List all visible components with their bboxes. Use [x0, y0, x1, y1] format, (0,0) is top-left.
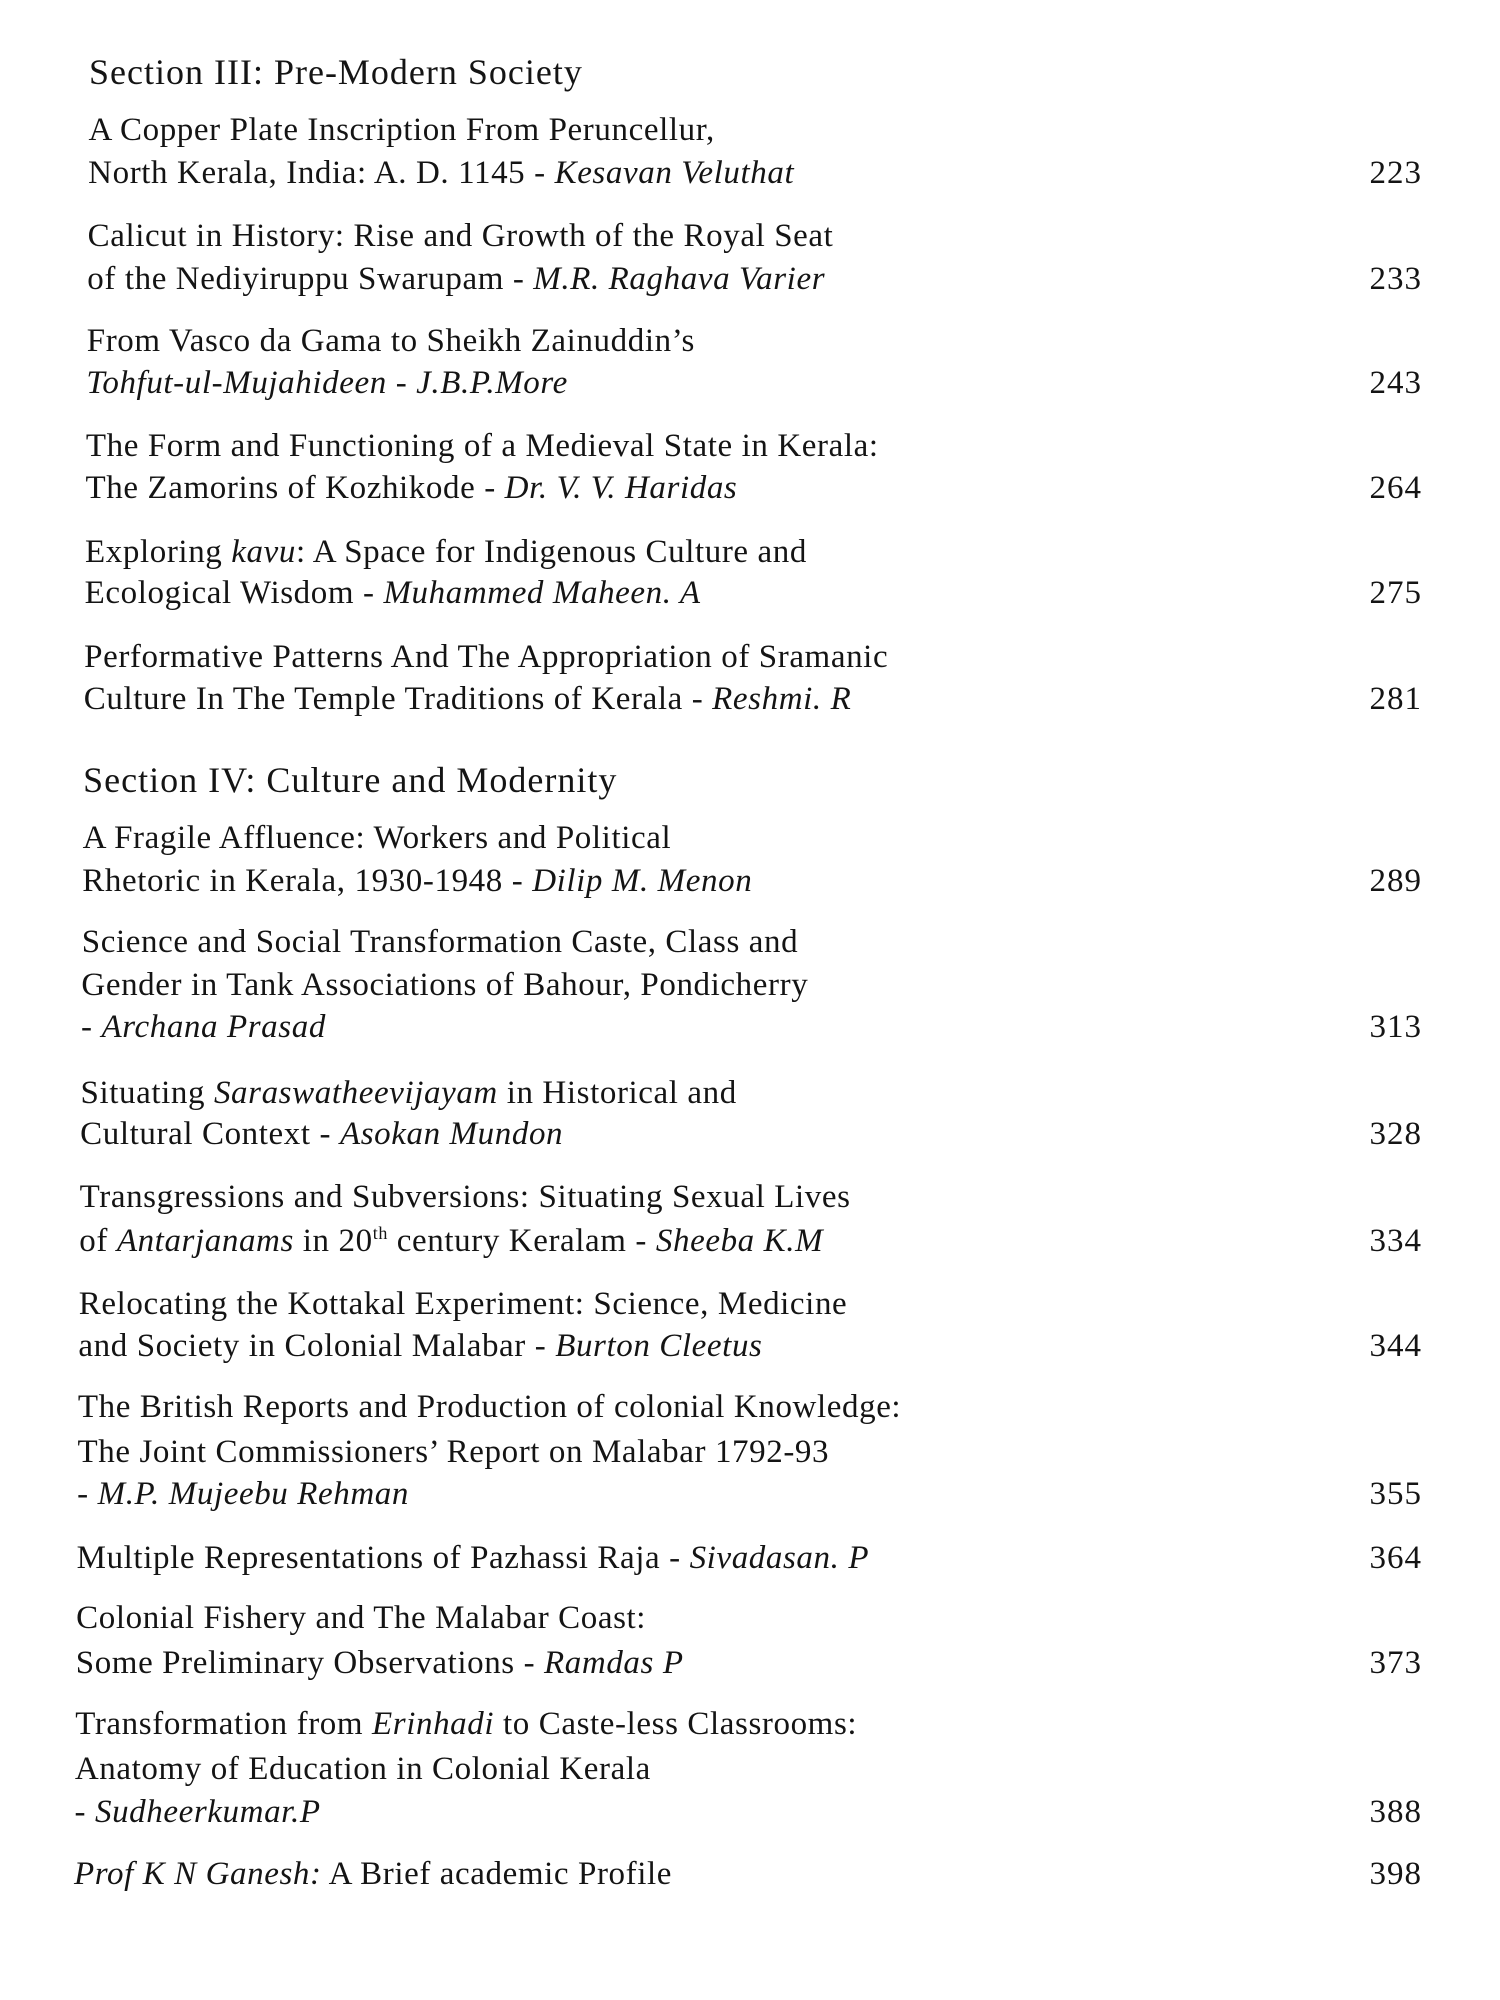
- entry-text: A Fragile Affluence: Workers and Political: [82, 820, 672, 856]
- entry-line: [84, 637, 888, 677]
- entry-text: century Keralam -: [387, 1223, 656, 1259]
- entry-line: [86, 426, 879, 466]
- entry-text: and Society in Colonial Malabar -: [78, 1328, 556, 1364]
- entry-text: Colonial Fishery and The Malabar Coast:: [76, 1600, 647, 1636]
- italic-text: Muhammed Maheen. A: [383, 575, 701, 611]
- entry-line: [86, 363, 567, 403]
- italic-text: M.R. Raghava Varier: [533, 261, 826, 297]
- entry-line: [78, 1432, 830, 1472]
- entry-text: Relocating the Kottakal Experiment: Science, Medicine: [78, 1286, 848, 1322]
- italic-text: J.B.P.More: [416, 365, 568, 401]
- italic-text: Reshmi. R: [712, 681, 852, 717]
- entry-line: [87, 259, 825, 299]
- entry-line: [86, 468, 738, 508]
- page-number: 398: [1369, 1856, 1422, 1892]
- italic-text: Archana Prasad: [101, 1009, 326, 1045]
- entry-text: Calicut in History: Rise and Growth of the Royal Seat: [87, 218, 834, 254]
- page-number: 275: [1369, 575, 1422, 611]
- entry-line: [76, 1643, 684, 1683]
- entry-text: -: [386, 365, 417, 401]
- entry-line: [81, 1073, 737, 1113]
- italic-text: kavu: [231, 534, 296, 570]
- entry-text: The Zamorins of Kozhikode -: [85, 470, 505, 506]
- entry-text: -: [77, 1476, 98, 1512]
- page-number: 334: [1369, 1223, 1422, 1259]
- entry-line: [75, 1792, 321, 1832]
- entry-line: [80, 1114, 563, 1154]
- entry-text: Ecological Wisdom -: [84, 575, 384, 611]
- italic-text: Erinhadi: [372, 1706, 495, 1742]
- page-number: 344: [1369, 1328, 1422, 1364]
- entry-text: -: [74, 1794, 95, 1830]
- italic-text: Kesavan Veluthat: [554, 155, 795, 191]
- entry-text: North Kerala, India: A. D. 1145 -: [88, 155, 555, 191]
- italic-text: M.P. Mujeebu Rehman: [97, 1476, 409, 1512]
- italic-text: Antarjanams: [116, 1223, 294, 1259]
- page-number: 289: [1369, 863, 1422, 899]
- page-number: 233: [1369, 261, 1422, 297]
- entry-text: Situating: [80, 1075, 214, 1111]
- entry-text: Science and Social Transformation Caste, Class and: [81, 924, 799, 960]
- entry-line: [76, 1598, 646, 1638]
- italic-text: Ramdas P: [544, 1645, 684, 1681]
- entry-line: [87, 321, 695, 361]
- entry-line: [75, 1749, 651, 1789]
- entry-line: [78, 1326, 762, 1366]
- entry-line: [82, 922, 798, 962]
- entry-text: : A Space for Indigenous Culture and: [295, 534, 807, 570]
- page-number: 264: [1369, 470, 1422, 506]
- entry-line: [81, 1007, 326, 1047]
- section-heading: Section IV: Culture and Modernity: [83, 760, 618, 800]
- entry-text: A Copper Plate Inscription From Peruncellur,: [88, 112, 715, 148]
- italic-text: Sivadasan. P: [689, 1540, 870, 1576]
- italic-text: Dr. V. V. Haridas: [504, 470, 738, 506]
- page-number: 313: [1369, 1009, 1422, 1045]
- italic-text: Dilip M. Menon: [532, 863, 753, 899]
- page-number: 223: [1369, 155, 1422, 191]
- entry-text: Transformation from: [75, 1706, 373, 1742]
- entry-text: in Historical and: [497, 1075, 737, 1111]
- italic-text: Asokan Mundon: [339, 1116, 564, 1152]
- entry-line: [79, 1221, 823, 1261]
- entry-text: in 20: [293, 1223, 373, 1259]
- entry-line: [78, 1387, 901, 1427]
- italic-text: Sheeba K.M: [655, 1223, 824, 1259]
- entry-text: Rhetoric in Kerala, 1930-1948 -: [82, 863, 533, 899]
- page-number: 281: [1369, 681, 1422, 717]
- entry-text: Some Preliminary Observations -: [75, 1645, 545, 1681]
- page-number: 243: [1369, 365, 1422, 401]
- entry-text: From Vasco da Gama to Sheikh Zainuddin’s: [86, 323, 695, 359]
- entry-text: Anatomy of Education in Colonial Kerala: [74, 1751, 651, 1787]
- entry-line: [79, 1284, 848, 1324]
- entry-line: [88, 216, 834, 256]
- entry-text: A Brief academic Profile: [321, 1856, 673, 1892]
- entry-line: [84, 679, 852, 719]
- entry-text: of the Nediyiruppu Swarupam -: [87, 261, 534, 297]
- entry-text: to Caste-less Classrooms:: [494, 1706, 858, 1742]
- entry-line: [74, 1854, 672, 1894]
- entry-text: Multiple Representations of Pazhassi Raja -: [76, 1540, 690, 1576]
- entry-line: [77, 1474, 409, 1514]
- entry-text: Transgressions and Subversions: Situating Sexual Lives: [79, 1179, 851, 1215]
- entry-text: th: [372, 1223, 388, 1243]
- page-number: 373: [1369, 1645, 1422, 1681]
- entry-text: The Joint Commissioners’ Report on Malabar 1792-93: [77, 1434, 830, 1470]
- page-number: 328: [1369, 1116, 1422, 1152]
- entry-text: Culture In The Temple Traditions of Kerala -: [83, 681, 713, 717]
- entry-text: of: [79, 1223, 117, 1259]
- entry-line: [88, 153, 794, 193]
- entry-line: [89, 110, 715, 150]
- entry-line: [85, 573, 701, 613]
- entry-line: [75, 1704, 857, 1744]
- entry-line: [80, 1177, 851, 1217]
- entry-line: [83, 818, 672, 858]
- italic-text: Burton Cleetus: [555, 1328, 763, 1364]
- italic-text: Sudheerkumar.P: [94, 1794, 321, 1830]
- page-number: 388: [1369, 1794, 1422, 1830]
- page-number: 355: [1369, 1476, 1422, 1512]
- entry-text: -: [81, 1009, 102, 1045]
- entry-line: [85, 532, 807, 572]
- entry-text: Exploring: [85, 534, 232, 570]
- page-number: 364: [1369, 1540, 1422, 1576]
- entry-text: Gender in Tank Associations of Bahour, Pondicherry: [81, 967, 809, 1003]
- entry-line: [77, 1538, 869, 1578]
- entry-text: Cultural Context -: [80, 1116, 340, 1152]
- entry-text: The British Reports and Production of colonial Knowledge:: [77, 1389, 902, 1425]
- section-heading: Section III: Pre-Modern Society: [89, 52, 583, 92]
- entry-line: [82, 861, 752, 901]
- entry-text: The Form and Functioning of a Medieval State in Kerala:: [85, 428, 879, 464]
- italic-text: Tohfut-ul-Mujahideen: [86, 365, 387, 401]
- entry-line: [81, 965, 808, 1005]
- entry-text: Performative Patterns And The Appropriation of Sramanic: [84, 639, 889, 675]
- italic-text: Saraswatheevijayam: [213, 1075, 498, 1111]
- italic-text: Prof K N Ganesh:: [74, 1856, 322, 1892]
